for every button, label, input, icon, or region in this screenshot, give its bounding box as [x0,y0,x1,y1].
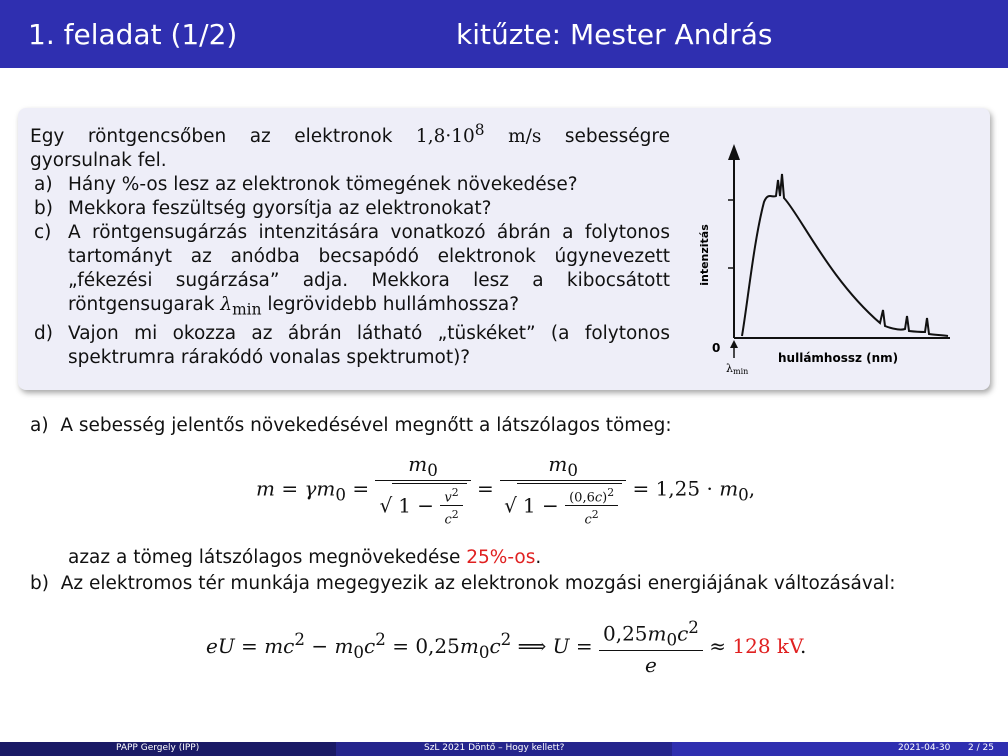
spectrum-curve [742,174,948,336]
solution-a: a) A sebesség jelentős növekedésével megnőtt a látszólagos tömeg: [30,415,672,436]
voltage-result: 128 kV [732,633,800,658]
question-c: c) A röntgensugárzás intenzitására vonatkozó ábrán a folytonos tartományt az anódba becsapódó elektronok úgynevezett „fékezési sugárzása” adja. Mekkora lesz a kibocsátott röntgensugarak $\lambda_{min}$ legrövidebb hullámhossza? [34,222,670,319]
footer-bar [0,742,1008,756]
slide-title: 1. feladat (1/2) [28,18,238,51]
problem-text [30,118,670,370]
problem-intro: Egy röntgencsőben az elektronok $1,8\cdot 10^8$ m/s sebességre gyorsulnak fel. [30,121,670,172]
question-d: d) Vajon mi okozza az ábrán látható „tüskéket” (a folytonos spektrumra rárakódó vonalas spektrumot)? [34,322,670,368]
slide-author: kitűzte: Mester András [456,18,773,51]
y-axis-label: intenzitás [698,224,711,286]
question-a: a) Hány %-os lesz az elektronok tömegének növekedése? [34,174,578,196]
solution-b: b) Az elektromos tér munkája megegyezik az elektronok mozgási energiájának változásával: [30,573,896,594]
question-b: b) Mekkora feszültség gyorsítja az elektronokat? [34,198,492,220]
equation-voltage: eU = $mc^2 - m_0c^2 = 0,25m_0c^2$ ⟹ U = $\frac{0,25m_0c^2}{e}$ ≈ 128 kV. [206,618,807,677]
solution-a-result: azaz a tömeg látszólagos megnövekedése 25%-os. [68,547,542,568]
y-axis-arrow-icon [728,144,740,160]
equation-mass: $m = \gamma m_0$ = $m_0$ √ 1 − $\frac{v^2}{c^2}$ = $m_0$ √ 1 − $\frac{(0,6c)^2}{c^2}$ = $1,25 \cdot m_0$, [256,452,756,528]
footer-author: PAPP Gergely (IPP) [116,743,200,753]
page-number: 2 / 25 [968,743,994,753]
footer-date: 2021-04-30 [898,743,951,753]
footer-event: SzL 2021 Döntő – Hogy kellett? [424,743,565,753]
spectrum-figure [690,140,970,380]
lambda-min-symbol: λmin [726,362,749,376]
origin-label: 0 [712,341,721,355]
lambda-min-arrow-icon [730,340,738,348]
x-axis-label: hullámhossz (nm) [778,351,899,365]
header-bar [0,0,1008,68]
